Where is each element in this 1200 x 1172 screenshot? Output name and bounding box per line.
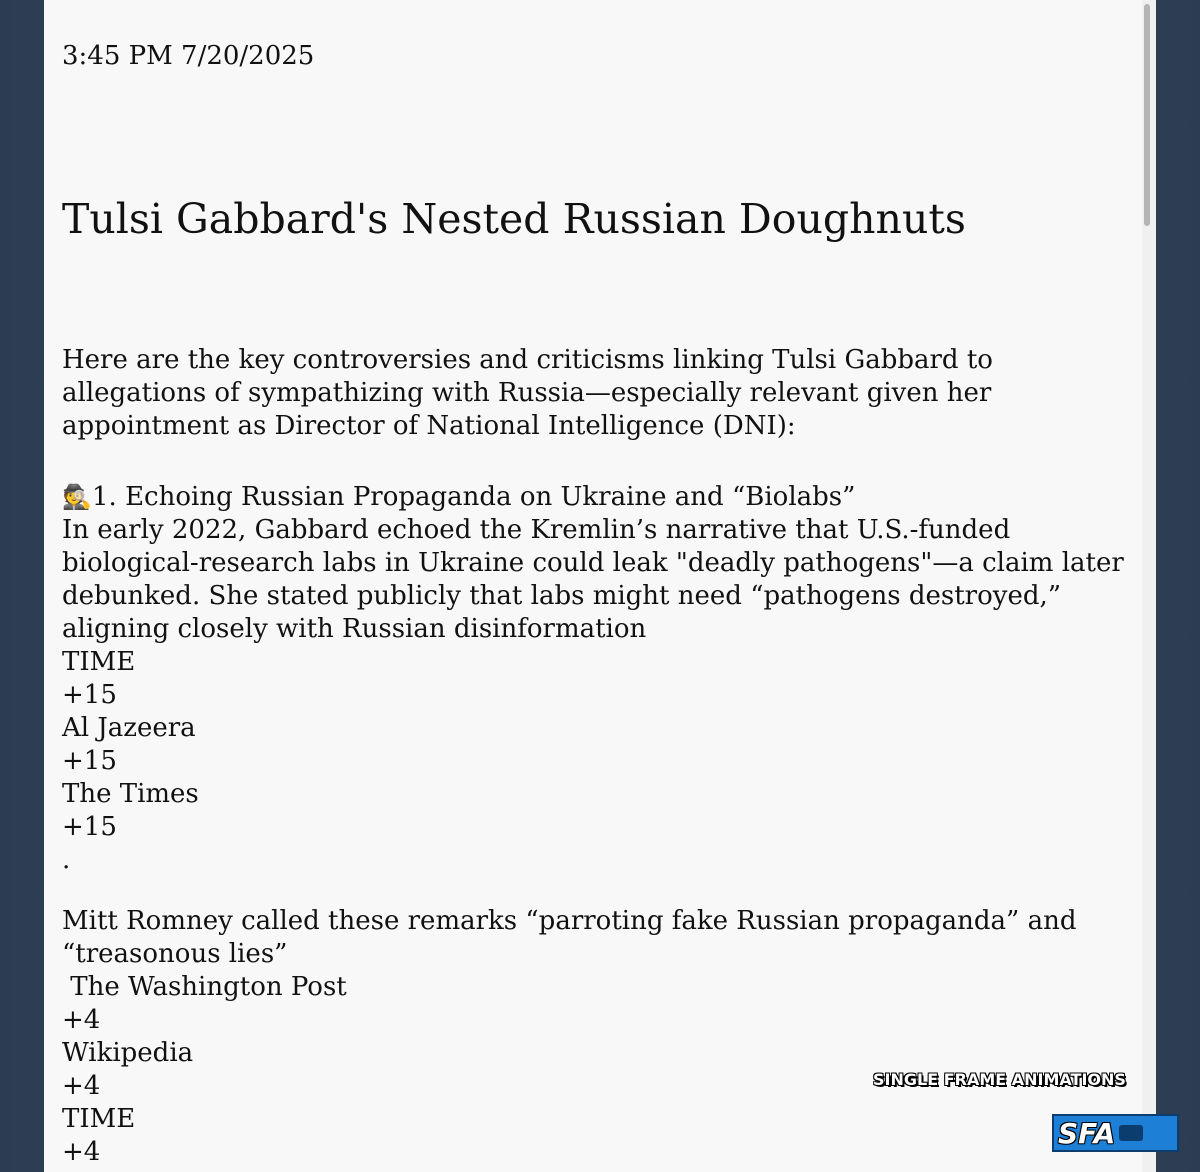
source-count[interactable]: +15 [62,812,117,842]
scrollbar-thumb[interactable] [1144,4,1150,226]
section-heading [62,481,1142,514]
section-heading-text: 1. Echoing Russian Propaganda on Ukraine and “Biolabs” [92,482,856,512]
section-body-line: aligning closely with Russian disinformation [62,614,647,644]
source-label[interactable]: The Times [62,779,199,809]
detective-icon: 🕵️ [62,483,92,511]
spacer [62,443,1142,481]
period: . [62,845,71,875]
source-label[interactable]: Wikipedia [62,1038,194,1068]
source-count[interactable]: +15 [62,680,117,710]
intro-line: allegations of sympathizing with Russia—especially relevant given her [62,378,992,408]
source-label[interactable]: TIME [62,1104,136,1134]
article-body [62,344,1142,1169]
logo-text: SFA [1058,1116,1116,1150]
source-count[interactable]: +15 [62,746,117,776]
spacer [62,877,1142,905]
source-label[interactable]: Al Jazeera [62,713,196,743]
document-page [44,0,1156,1172]
romney-line: Mitt Romney called these remarks “parroting fake Russian propaganda” and [62,906,1077,936]
watermark-text: SINGLE FRAME ANIMATIONS [873,1070,1126,1089]
source-count[interactable]: +4 [62,1137,101,1167]
watermark-logo [1052,1114,1179,1152]
vertical-scrollbar[interactable] [1142,0,1156,1172]
source-count[interactable]: +4 [62,1005,101,1035]
romney-line: “treasonous lies” [62,939,288,969]
timestamp: 3:45 PM 7/20/2025 [62,41,315,71]
source-label[interactable]: TIME [62,647,136,677]
section-body-line: In early 2022, Gabbard echoed the Kremlin’s narrative that U.S.-funded [62,515,1011,545]
section-body-line: biological-research labs in Ukraine could leak "deadly pathogens"—a claim later [62,548,1124,578]
section-body-line: debunked. She stated publicly that labs might need “pathogens destroyed,” [62,581,1062,611]
page-title: Tulsi Gabbard's Nested Russian Doughnuts [62,195,966,243]
intro-line: appointment as Director of National Intelligence (DNI): [62,411,796,441]
intro-line: Here are the key controversies and criticisms linking Tulsi Gabbard to [62,345,993,375]
source-label[interactable]: The Washington Post [62,972,347,1002]
film-icon [1119,1125,1143,1141]
source-count[interactable]: +4 [62,1071,101,1101]
